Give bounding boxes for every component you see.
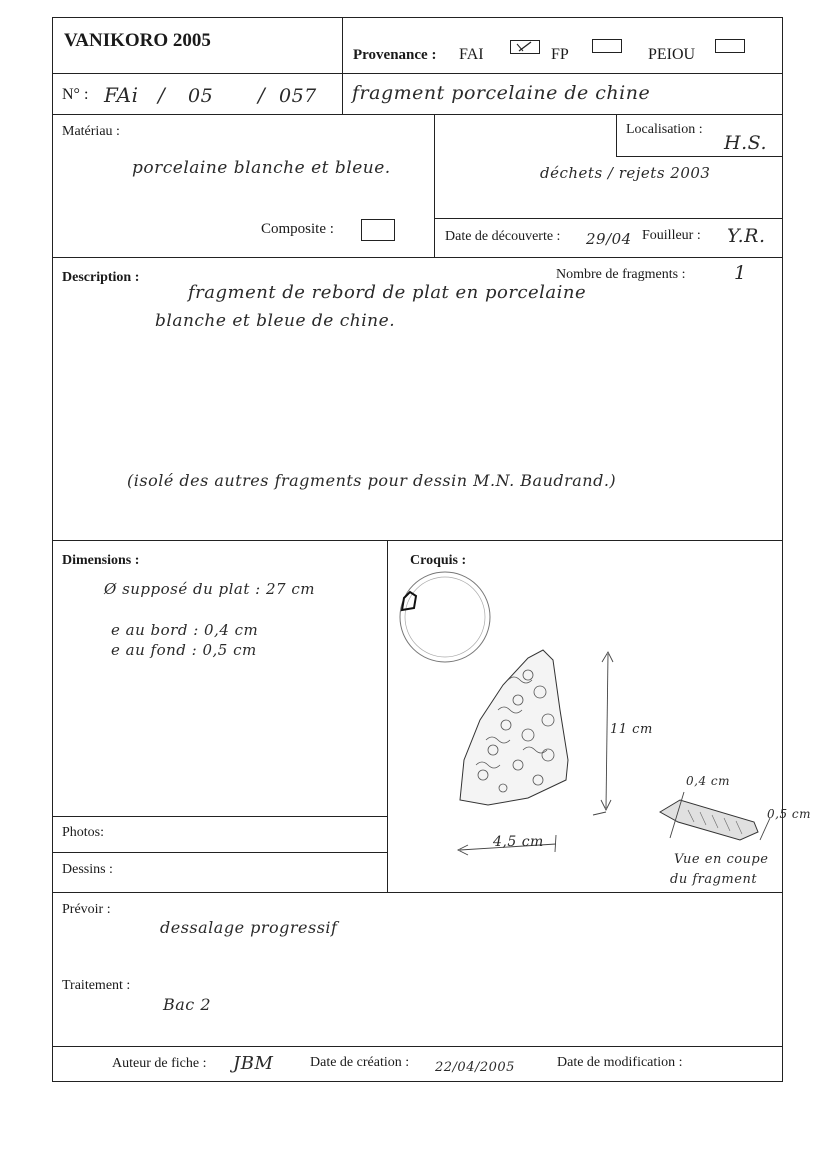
dimensions-diameter: Ø supposé du plat : 27 cm <box>104 580 315 598</box>
dimensions-base-thickness: e au fond : 0,5 cm <box>111 641 257 659</box>
traitement-label: Traitement : <box>62 978 131 993</box>
number-year: 05 <box>188 85 214 107</box>
option-fai-checkbox[interactable] <box>510 40 540 54</box>
prevoir-value: dessalage progressif <box>160 918 338 937</box>
number-slash-2: / <box>258 83 266 107</box>
localisation-note: déchets / rejets 2003 <box>540 164 711 182</box>
materiau-label: Matériau : <box>62 124 120 139</box>
plate-outline-drawing <box>400 572 490 662</box>
traitement-value: Bac 2 <box>163 995 212 1014</box>
form-title: VANIKORO 2005 <box>64 30 211 51</box>
croquis-width-label: 4,5 cm <box>493 834 544 850</box>
prevoir-label: Prévoir : <box>62 902 111 917</box>
object-designation: fragment porcelaine de chine <box>352 82 651 104</box>
croquis-section-note-2: du fragment <box>670 872 758 887</box>
localisation-label: Localisation : <box>626 122 703 137</box>
date-decouverte-value: 29/04 <box>586 230 632 248</box>
dimensions-label: Dimensions : <box>62 553 140 568</box>
croquis-sketch <box>388 560 782 892</box>
materiau-value: porcelaine blanche et bleue. <box>132 158 391 178</box>
number-label: N° : <box>62 86 89 103</box>
fouilleur-value: Y.R. <box>727 225 766 247</box>
composite-label: Composite : <box>261 221 334 237</box>
description-line-1: fragment de rebord de plat en porcelaine <box>188 282 587 303</box>
option-peiou-label: PEIOU <box>648 46 696 63</box>
localisation-value: H.S. <box>724 132 767 154</box>
description-note: (isolé des autres fragments pour dessin M.N. Baudrand.) <box>127 471 617 490</box>
modified-label: Date de modification : <box>557 1055 683 1070</box>
number-sequence: 057 <box>279 85 317 107</box>
option-peiou-checkbox[interactable] <box>715 39 745 53</box>
dimensions-rim-thickness: e au bord : 0,4 cm <box>111 621 259 639</box>
author-value: JBM <box>233 1053 274 1074</box>
description-line-2: blanche et bleue de chine. <box>155 311 396 331</box>
option-fp-checkbox[interactable] <box>592 39 622 53</box>
date-decouverte-label: Date de découverte : <box>445 229 561 244</box>
description-label: Description : <box>62 270 140 285</box>
fouilleur-label: Fouilleur : <box>642 228 701 243</box>
croquis-height-label: 11 cm <box>610 722 653 737</box>
composite-checkbox[interactable] <box>361 219 395 241</box>
croquis-section-note-1: Vue en coupe <box>674 852 769 867</box>
dessins-label: Dessins : <box>62 862 113 877</box>
croquis-rim-thickness-label: 0,4 cm <box>686 774 730 788</box>
created-value: 22/04/2005 <box>435 1060 515 1075</box>
option-fp-label: FP <box>551 46 569 63</box>
fragment-drawing <box>460 650 568 805</box>
provenance-label: Provenance : <box>353 47 437 63</box>
check-mark-icon <box>511 41 539 53</box>
croquis-base-thickness-label: 0,5 cm <box>767 807 811 821</box>
fragments-count-value: 1 <box>734 262 747 284</box>
fragments-count-label: Nombre de fragments : <box>556 267 686 282</box>
number-slash-1: / <box>158 83 166 107</box>
photos-label: Photos: <box>62 825 105 840</box>
croquis-label: Croquis : <box>410 553 467 568</box>
created-label: Date de création : <box>310 1055 410 1070</box>
author-label: Auteur de fiche : <box>112 1056 207 1071</box>
number-prefix: FAi <box>104 83 139 107</box>
section-view-drawing <box>660 792 770 840</box>
option-fai-label: FAI <box>459 46 484 63</box>
